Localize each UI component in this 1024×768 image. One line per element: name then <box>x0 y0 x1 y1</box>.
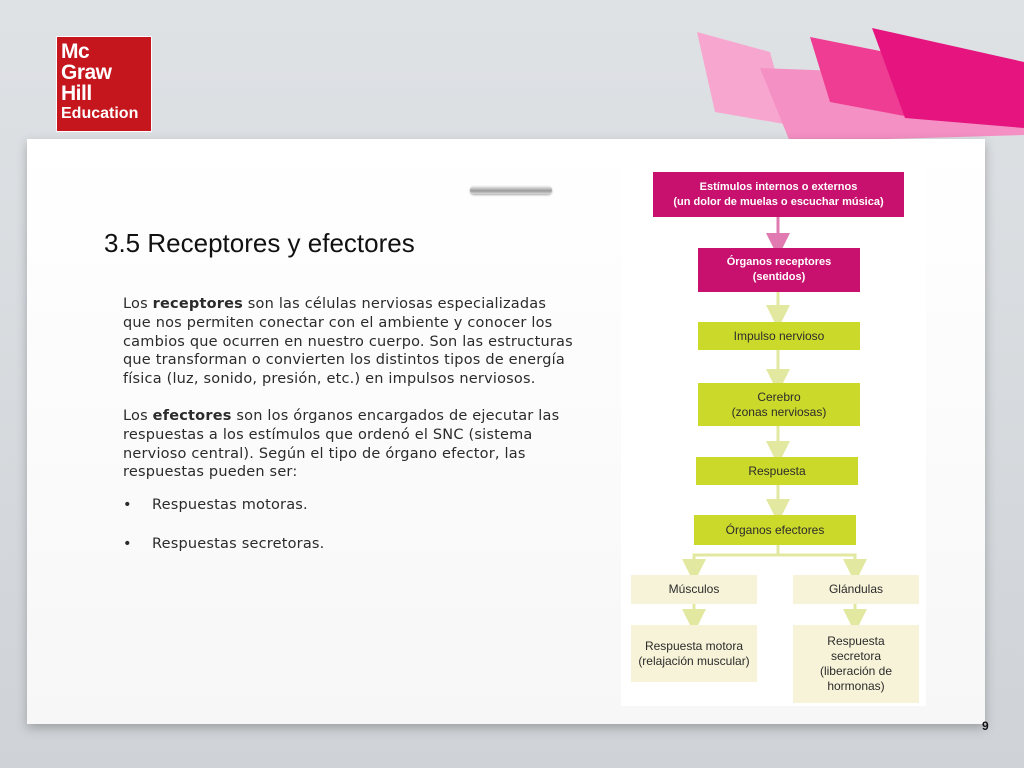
effectors-box <box>694 515 856 545</box>
logo-text-education: Education <box>61 105 139 122</box>
slide-title: 3.5 Receptores y efectores <box>104 228 415 258</box>
list-item-text: Respuestas motoras. <box>152 497 308 514</box>
receptors-definition: son las células nerviosas especializadas que nos permiten conectar con el ambiente y conocer los cambios que ocurren en nuestro cuerpo. Son las estructuras que transforman o convierten los distintos tipos de energía física (luz, sonido, presión, etc.) en impulsos nerviosos. <box>123 296 573 388</box>
glands-label: Glándulas <box>828 582 884 596</box>
stimulus-box <box>653 172 904 217</box>
list-item <box>123 535 573 554</box>
list-item-text: Respuestas secretoras. <box>152 535 325 552</box>
brain-box <box>698 383 860 426</box>
effectors-definition: son los órganos encargados de ejecutar las respuestas a los estímulos que ordenó el SNC (sistema nervioso central). Según el tipo de órgano efector, las respuestas pueden ser: <box>123 407 560 481</box>
receptors-pre: Los <box>123 296 153 312</box>
muscles-box <box>631 575 757 604</box>
logo-text-hill: Hill <box>61 82 92 105</box>
effectors-pre: Los <box>123 407 153 424</box>
nervous-response-flow-diagram <box>621 157 926 706</box>
receptors-paragraph <box>123 295 573 389</box>
decorative-ribbons <box>0 0 1024 160</box>
slide-body <box>123 295 573 574</box>
receptors-term: receptores <box>152 296 243 312</box>
receptors-box <box>698 248 860 292</box>
branch-connector <box>778 555 855 571</box>
branch-connector <box>694 545 778 571</box>
response-label: Respuesta <box>748 463 806 478</box>
receptors-line1: Órganos receptores <box>726 256 832 268</box>
motor-line1: Respuesta motora <box>644 638 744 653</box>
impulse-box <box>698 322 860 350</box>
logo-text-graw: Graw <box>61 61 112 84</box>
secretory-line4: hormonas) <box>827 679 885 693</box>
motor-line2: (relajación muscular) <box>638 653 750 668</box>
effectors-paragraph <box>123 407 573 482</box>
page-number: 9 <box>982 719 989 733</box>
secretory-line1: Respuesta <box>827 634 885 648</box>
list-item <box>123 496 573 515</box>
secretory-response-box <box>793 625 919 703</box>
bullet-icon: • <box>123 535 132 552</box>
diagram-arrows <box>621 157 926 706</box>
response-types-list <box>123 496 573 554</box>
brain-line1: Cerebro <box>757 389 801 404</box>
effectors-label: Órganos efectores <box>725 522 825 537</box>
paper-clip-decoration <box>470 186 552 194</box>
motor-response-box <box>631 625 757 682</box>
secretory-line2: secretora <box>830 649 881 663</box>
response-box <box>696 457 858 485</box>
bullet-icon: • <box>123 497 132 514</box>
impulse-label: Impulso nervioso <box>733 328 825 343</box>
logo-text-mc: Mc <box>61 40 90 63</box>
stimulus-line1: Estímulos internos o externos <box>699 180 858 193</box>
receptors-line2: (sentidos) <box>752 271 806 283</box>
muscles-label: Músculos <box>668 582 720 596</box>
brain-line2: (zonas nerviosas) <box>731 404 827 419</box>
mcgraw-hill-logo <box>56 36 152 132</box>
glands-box <box>793 575 919 604</box>
effectors-term: efectores <box>152 407 232 424</box>
secretory-line3: (liberación de <box>819 664 893 678</box>
stimulus-line2: (un dolor de muelas o escuchar música) <box>673 195 884 208</box>
